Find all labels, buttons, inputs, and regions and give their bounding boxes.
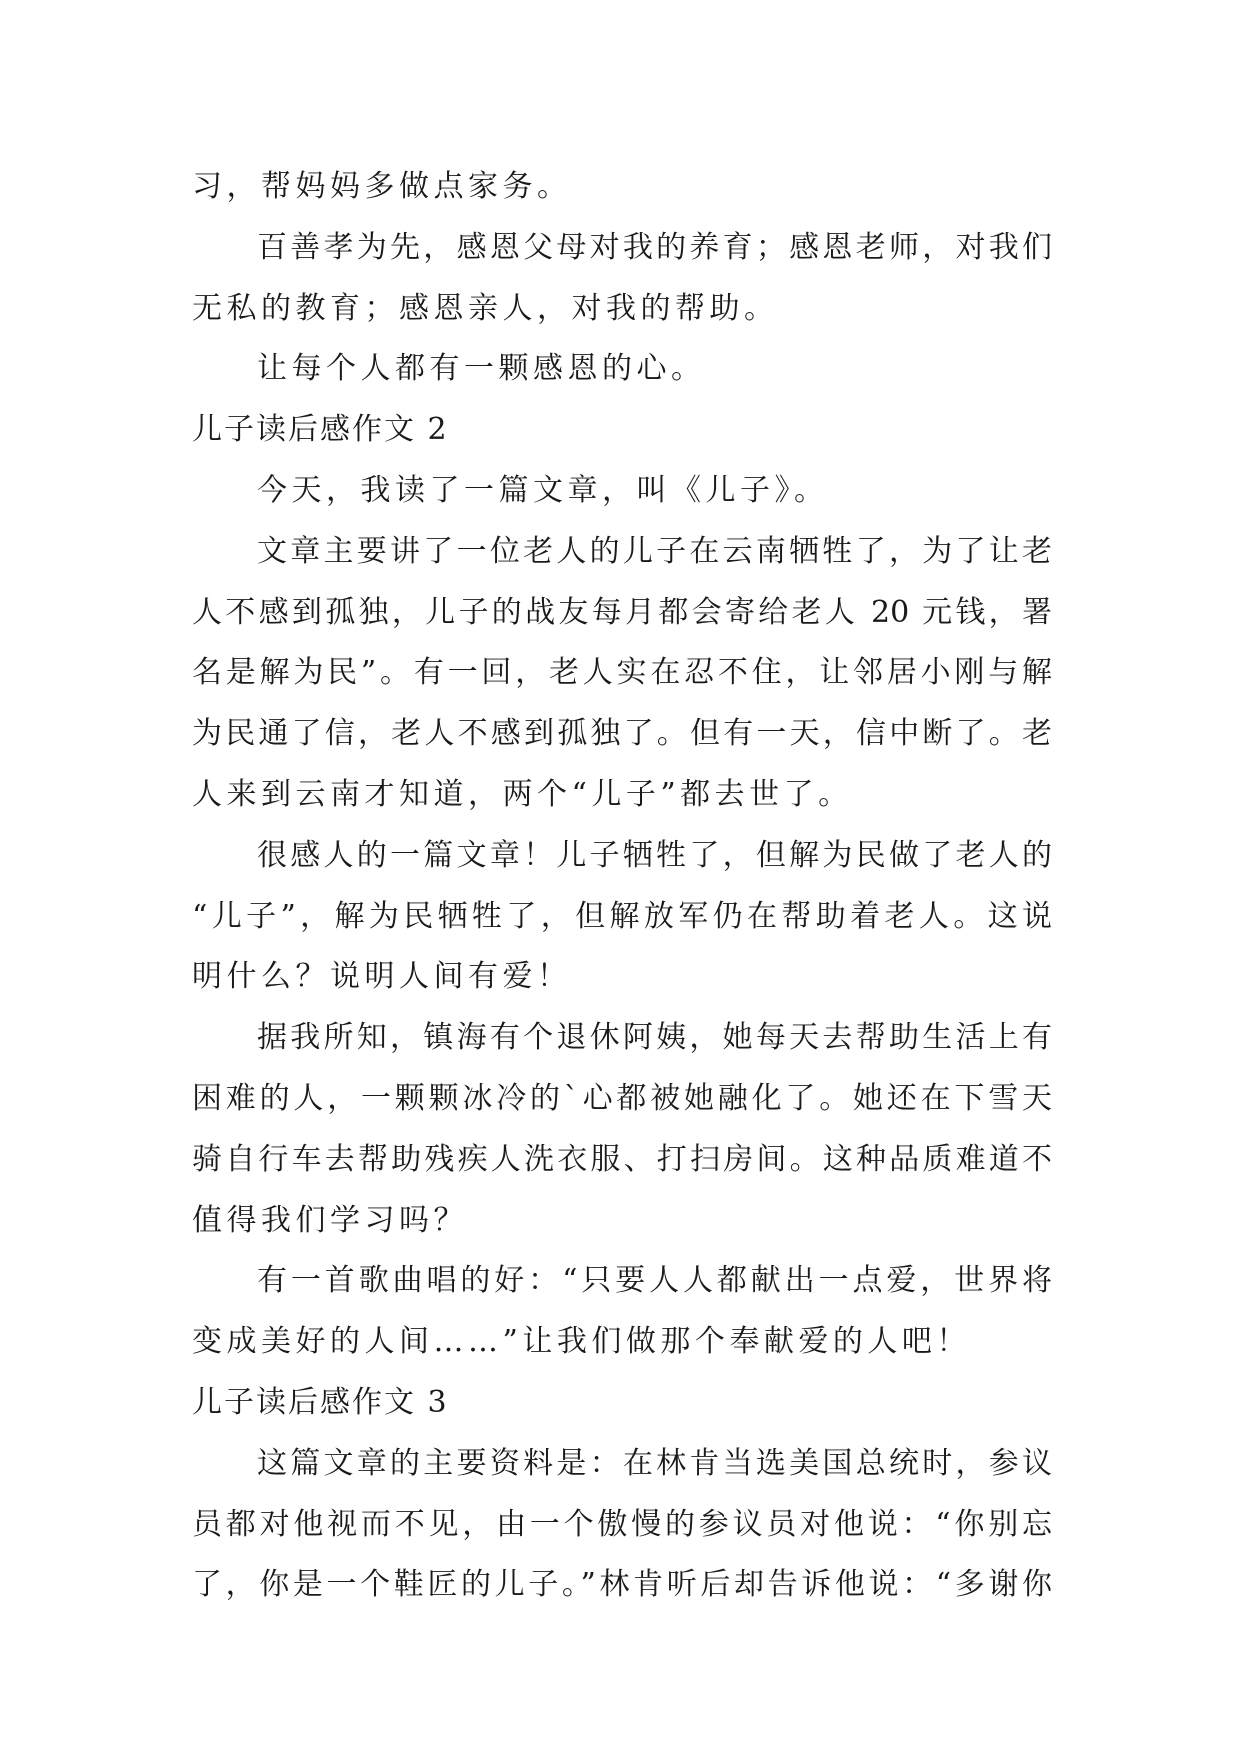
- text-line-6: 今天，我读了一篇文章，叫《儿子》。: [257, 472, 829, 508]
- text-line-23: 员都对他视而不见，由一个傲慢的参议员对他说：“你别忘: [192, 1506, 1052, 1542]
- text-line-24: 了，你是一个鞋匠的儿子。”林肯听后却告诉他说：“多谢你: [192, 1567, 1052, 1603]
- text-line-9: 名是解为民”。有一回，老人实在忍不住，让邻居小刚与解: [192, 655, 1052, 691]
- text-line-22: 这篇文章的主要资料是：在林肯当选美国总统时，参议: [257, 1445, 1052, 1481]
- document-page: [192, 157, 1052, 1616]
- section-heading-3: 儿子读后感作文 3: [192, 1384, 449, 1420]
- text-line-16: 困难的人，一颗颗冰冷的`心都被她融化了。她还在下雪天: [192, 1080, 1052, 1116]
- text-line-7: 文章主要讲了一位老人的儿子在云南牺牲了，为了让老: [257, 533, 1052, 569]
- text-line-12: 很感人的一篇文章！儿子牺牲了，但解为民做了老人的: [257, 837, 1052, 873]
- text-line-1: 习，帮妈妈多做点家务。: [192, 169, 572, 204]
- text-line-14: 明什么？说明人间有爱！: [192, 959, 572, 995]
- text-line-11: 人来到云南才知道，两个“儿子”都去世了。: [192, 776, 853, 812]
- text-line-20: 变成美好的人间……”让我们做那个奉献爱的人吧！: [192, 1324, 971, 1360]
- text-line-10: 为民通了信，老人不感到孤独了。但有一天，信中断了。老: [192, 716, 1052, 752]
- text-line-4: 让每个人都有一颗感恩的心。: [257, 351, 706, 387]
- text-line-8: 人不感到孤独，儿子的战友每月都会寄给老人 20 元钱，署: [192, 594, 1052, 630]
- text-line-19: 有一首歌曲唱的好：“只要人人都献出一点爱，世界将: [257, 1263, 1052, 1299]
- text-line-17: 骑自行车去帮助残疾人洗衣服、打扫房间。这种品质难道不: [192, 1141, 1052, 1177]
- text-line-13: “儿子”，解为民牺牲了，但解放军仍在帮助着老人。这说: [192, 898, 1052, 934]
- section-heading-2: 儿子读后感作文 2: [192, 412, 449, 448]
- text-line-3: 无私的教育；感恩亲人，对我的帮助。: [192, 290, 779, 326]
- text-line-2: 百善孝为先，感恩父母对我的养育；感恩老师，对我们: [257, 229, 1052, 265]
- text-line-15: 据我所知，镇海有个退休阿姨，她每天去帮助生活上有: [257, 1020, 1052, 1056]
- text-line-18: 值得我们学习吗？: [192, 1202, 468, 1238]
